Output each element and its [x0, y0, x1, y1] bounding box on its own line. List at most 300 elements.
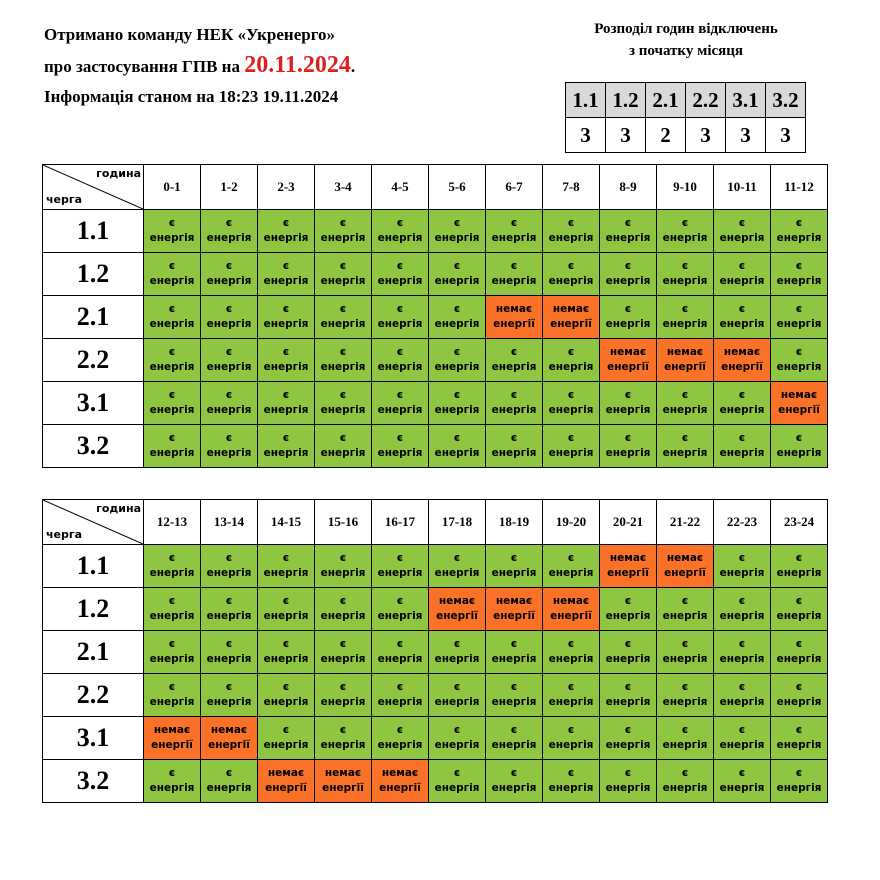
status-text: є енергія — [149, 767, 195, 794]
power-on-cell — [429, 631, 486, 674]
status-text: є енергія — [377, 389, 423, 416]
queue-label-cell: 2.2 — [43, 674, 144, 717]
power-on-cell — [258, 210, 315, 253]
status-text: є енергія — [662, 303, 708, 330]
power-on-cell — [657, 760, 714, 803]
status-text: є енергія — [662, 217, 708, 244]
hour-header: 2-3 — [258, 165, 315, 210]
power-on-cell — [600, 760, 657, 803]
status-text: є енергія — [548, 260, 594, 287]
status-text: є енергія — [491, 552, 537, 579]
power-on-cell — [315, 253, 372, 296]
status-text: є енергія — [206, 681, 252, 708]
status-text: є енергія — [434, 681, 480, 708]
status-text: є енергія — [719, 432, 765, 459]
power-on-cell — [372, 631, 429, 674]
header-line-1: Отримано команду НЕК «Укренерго» — [44, 25, 336, 44]
power-on-cell — [714, 425, 771, 468]
power-on-cell — [543, 210, 600, 253]
schedule-table-evening — [42, 499, 828, 803]
power-off-cell — [771, 382, 828, 425]
power-on-cell — [543, 425, 600, 468]
status-text: є енергія — [605, 389, 651, 416]
status-text: є енергія — [605, 724, 651, 751]
status-text: є енергія — [320, 389, 366, 416]
status-text: є енергія — [263, 260, 309, 287]
announcement-header — [44, 20, 564, 112]
status-text: є енергія — [149, 681, 195, 708]
status-text: є енергія — [719, 217, 765, 244]
status-text: є енергія — [434, 260, 480, 287]
power-on-cell — [144, 760, 201, 803]
power-off-cell — [486, 588, 543, 631]
power-on-cell — [201, 296, 258, 339]
status-text: є енергія — [491, 638, 537, 665]
status-text: є енергія — [206, 595, 252, 622]
power-on-cell — [144, 210, 201, 253]
power-on-cell — [429, 296, 486, 339]
status-text: є енергія — [263, 595, 309, 622]
power-on-cell — [372, 545, 429, 588]
power-on-cell — [543, 674, 600, 717]
power-on-cell — [315, 210, 372, 253]
status-text: немає енергії — [436, 595, 478, 622]
status-text: немає енергії — [493, 595, 535, 622]
power-on-cell — [315, 382, 372, 425]
power-on-cell — [771, 296, 828, 339]
queue-row — [43, 339, 828, 382]
power-on-cell — [315, 296, 372, 339]
hour-header: 7-8 — [543, 165, 600, 210]
status-text: є енергія — [662, 767, 708, 794]
status-text: є енергія — [149, 432, 195, 459]
power-on-cell — [258, 296, 315, 339]
hour-header: 23-24 — [771, 500, 828, 545]
status-text: є енергія — [206, 552, 252, 579]
power-on-cell — [543, 382, 600, 425]
power-on-cell — [657, 631, 714, 674]
hour-header: 19-20 — [543, 500, 600, 545]
status-text: є енергія — [263, 432, 309, 459]
power-on-cell — [315, 631, 372, 674]
power-on-cell — [486, 210, 543, 253]
power-off-cell — [543, 296, 600, 339]
power-on-cell — [372, 717, 429, 760]
status-text: є енергія — [434, 217, 480, 244]
power-on-cell — [657, 717, 714, 760]
power-on-cell — [258, 253, 315, 296]
status-text: є енергія — [263, 552, 309, 579]
summary-queue-row — [566, 83, 806, 118]
status-text: є енергія — [662, 260, 708, 287]
status-text: є енергія — [320, 638, 366, 665]
schedule-table-morning — [42, 164, 828, 468]
queue-label-cell: 2.1 — [43, 296, 144, 339]
summary-queue-cell: 2.1 — [646, 83, 686, 118]
power-on-cell — [600, 425, 657, 468]
status-text: є енергія — [377, 681, 423, 708]
power-on-cell — [258, 588, 315, 631]
power-on-cell — [714, 253, 771, 296]
status-text: є енергія — [491, 767, 537, 794]
hour-header: 1-2 — [201, 165, 258, 210]
power-on-cell — [201, 339, 258, 382]
power-on-cell — [771, 760, 828, 803]
power-on-cell — [372, 425, 429, 468]
power-on-cell — [771, 674, 828, 717]
hour-header: 21-22 — [657, 500, 714, 545]
status-text: є енергія — [605, 260, 651, 287]
queue-row — [43, 210, 828, 253]
status-text: є енергія — [605, 303, 651, 330]
power-on-cell — [600, 253, 657, 296]
status-text: є енергія — [149, 346, 195, 373]
hour-header: 10-11 — [714, 165, 771, 210]
status-text: немає енергії — [778, 389, 820, 416]
power-on-cell — [543, 631, 600, 674]
power-on-cell — [429, 382, 486, 425]
status-text: є енергія — [719, 552, 765, 579]
power-on-cell — [429, 760, 486, 803]
status-text: немає енергії — [550, 595, 592, 622]
status-text: є енергія — [320, 217, 366, 244]
status-text: є енергія — [776, 217, 822, 244]
power-on-cell — [372, 674, 429, 717]
status-text: є енергія — [605, 595, 651, 622]
status-text: є енергія — [377, 638, 423, 665]
power-on-cell — [486, 631, 543, 674]
status-text: є енергія — [320, 432, 366, 459]
status-text: є енергія — [434, 389, 480, 416]
power-on-cell — [714, 296, 771, 339]
power-on-cell — [657, 253, 714, 296]
power-on-cell — [486, 545, 543, 588]
power-on-cell — [714, 588, 771, 631]
status-text: є енергія — [548, 346, 594, 373]
power-on-cell — [657, 674, 714, 717]
power-on-cell — [258, 425, 315, 468]
power-on-cell — [771, 210, 828, 253]
status-text: є енергія — [149, 638, 195, 665]
hour-header: 20-21 — [600, 500, 657, 545]
power-on-cell — [429, 253, 486, 296]
summary-title-line-1: Розподіл годин відключень — [594, 21, 778, 37]
status-text: є енергія — [149, 552, 195, 579]
queue-label: черга — [46, 528, 83, 541]
power-on-cell — [429, 674, 486, 717]
power-on-cell — [486, 760, 543, 803]
power-on-cell — [201, 210, 258, 253]
status-text: є енергія — [776, 681, 822, 708]
hour-header: 14-15 — [258, 500, 315, 545]
status-text: є енергія — [719, 303, 765, 330]
power-on-cell — [714, 631, 771, 674]
status-text: є енергія — [548, 681, 594, 708]
status-text: є енергія — [206, 432, 252, 459]
hour-header: 8-9 — [600, 165, 657, 210]
status-text: є енергія — [149, 389, 195, 416]
power-off-cell — [429, 588, 486, 631]
status-text: є енергія — [776, 303, 822, 330]
power-on-cell — [315, 545, 372, 588]
outage-date: 20.11.2024 — [244, 52, 351, 78]
status-text: є енергія — [776, 724, 822, 751]
power-on-cell — [144, 631, 201, 674]
status-text: є енергія — [491, 346, 537, 373]
status-text: є енергія — [149, 303, 195, 330]
status-text: є енергія — [548, 638, 594, 665]
summary-queue-cell: 1.2 — [606, 83, 646, 118]
power-on-cell — [486, 717, 543, 760]
status-text: є енергія — [719, 681, 765, 708]
power-on-cell — [486, 425, 543, 468]
power-on-cell — [144, 588, 201, 631]
power-on-cell — [771, 717, 828, 760]
power-on-cell — [429, 425, 486, 468]
power-on-cell — [714, 545, 771, 588]
summary-title-line-2: з початку місяця — [628, 43, 744, 59]
power-on-cell — [714, 382, 771, 425]
power-on-cell — [657, 588, 714, 631]
status-text: є енергія — [662, 389, 708, 416]
queue-row — [43, 425, 828, 468]
header-line-2-suffix: . — [350, 57, 356, 76]
status-text: є енергія — [491, 217, 537, 244]
status-text: є енергія — [605, 638, 651, 665]
status-text: є енергія — [491, 432, 537, 459]
power-on-cell — [258, 382, 315, 425]
queue-row — [43, 296, 828, 339]
status-text: є енергія — [434, 346, 480, 373]
hour-header: 3-4 — [315, 165, 372, 210]
status-text: є енергія — [320, 724, 366, 751]
power-on-cell — [144, 253, 201, 296]
status-text: є енергія — [605, 432, 651, 459]
header-line-2 — [44, 50, 564, 82]
status-text: є енергія — [719, 260, 765, 287]
power-on-cell — [600, 588, 657, 631]
power-on-cell — [486, 382, 543, 425]
status-text: є енергія — [206, 389, 252, 416]
status-text: є енергія — [434, 767, 480, 794]
hour-header: 22-23 — [714, 500, 771, 545]
status-text: є енергія — [377, 724, 423, 751]
status-text: є енергія — [491, 681, 537, 708]
power-on-cell — [201, 382, 258, 425]
status-text: є енергія — [206, 346, 252, 373]
power-on-cell — [144, 425, 201, 468]
power-on-cell — [372, 253, 429, 296]
status-text: є енергія — [548, 767, 594, 794]
queue-label-cell: 3.2 — [43, 425, 144, 468]
status-text: є енергія — [434, 552, 480, 579]
status-text: є енергія — [377, 432, 423, 459]
status-text: є енергія — [776, 260, 822, 287]
queue-row — [43, 631, 828, 674]
power-on-cell — [486, 674, 543, 717]
power-on-cell — [771, 339, 828, 382]
status-text: є енергія — [605, 217, 651, 244]
queue-label-cell: 2.2 — [43, 339, 144, 382]
hour-header: 18-19 — [486, 500, 543, 545]
status-text: є енергія — [548, 724, 594, 751]
hour-label: година — [96, 167, 141, 180]
power-on-cell — [714, 717, 771, 760]
power-on-cell — [201, 588, 258, 631]
status-text: є енергія — [662, 724, 708, 751]
queue-row — [43, 588, 828, 631]
power-off-cell — [600, 545, 657, 588]
power-on-cell — [315, 588, 372, 631]
status-text: є енергія — [320, 260, 366, 287]
power-on-cell — [486, 253, 543, 296]
queue-row — [43, 382, 828, 425]
power-on-cell — [771, 545, 828, 588]
queue-row — [43, 674, 828, 717]
status-text: є енергія — [263, 389, 309, 416]
status-text: є енергія — [377, 552, 423, 579]
power-on-cell — [714, 674, 771, 717]
power-on-cell — [372, 210, 429, 253]
status-text: є енергія — [548, 432, 594, 459]
status-text: немає енергії — [664, 552, 706, 579]
status-text: є енергія — [149, 260, 195, 287]
power-off-cell — [258, 760, 315, 803]
schedule-header-row — [43, 500, 828, 545]
queue-row — [43, 545, 828, 588]
status-text: немає енергії — [208, 724, 250, 751]
hour-header: 6-7 — [486, 165, 543, 210]
status-text: є енергія — [719, 767, 765, 794]
summary-queue-cell: 1.1 — [566, 83, 606, 118]
status-text: є енергія — [662, 681, 708, 708]
status-text: є енергія — [719, 595, 765, 622]
status-text: є енергія — [605, 681, 651, 708]
hour-header: 4-5 — [372, 165, 429, 210]
status-text: немає енергії — [721, 346, 763, 373]
status-text: є енергія — [719, 389, 765, 416]
power-on-cell — [144, 545, 201, 588]
power-on-cell — [258, 717, 315, 760]
hour-label: година — [96, 502, 141, 515]
power-on-cell — [771, 588, 828, 631]
power-on-cell — [543, 760, 600, 803]
power-on-cell — [144, 674, 201, 717]
power-on-cell — [315, 425, 372, 468]
queue-row — [43, 717, 828, 760]
hour-header: 15-16 — [315, 500, 372, 545]
status-text: є енергія — [206, 217, 252, 244]
status-text: є енергія — [776, 638, 822, 665]
power-on-cell — [258, 674, 315, 717]
power-on-cell — [600, 631, 657, 674]
status-text: є енергія — [776, 346, 822, 373]
power-on-cell — [714, 760, 771, 803]
power-on-cell — [201, 631, 258, 674]
status-text: немає енергії — [265, 767, 307, 794]
status-text: є енергія — [719, 638, 765, 665]
hour-header: 17-18 — [429, 500, 486, 545]
power-off-cell — [657, 339, 714, 382]
summary-queue-cell: 3.1 — [726, 83, 766, 118]
status-text: є енергія — [662, 595, 708, 622]
power-on-cell — [201, 674, 258, 717]
status-text: є енергія — [662, 638, 708, 665]
status-text: немає енергії — [607, 346, 649, 373]
power-on-cell — [657, 210, 714, 253]
power-on-cell — [486, 339, 543, 382]
queue-label-cell: 3.1 — [43, 382, 144, 425]
status-text: немає енергії — [379, 767, 421, 794]
status-text: є енергія — [320, 552, 366, 579]
power-off-cell — [315, 760, 372, 803]
hour-header: 16-17 — [372, 500, 429, 545]
status-text: є енергія — [149, 595, 195, 622]
status-text: є енергія — [377, 346, 423, 373]
hour-header: 0-1 — [144, 165, 201, 210]
power-on-cell — [201, 545, 258, 588]
queue-label-cell: 1.2 — [43, 253, 144, 296]
status-text: є енергія — [548, 217, 594, 244]
power-on-cell — [258, 545, 315, 588]
status-text: є енергія — [206, 638, 252, 665]
power-on-cell — [144, 296, 201, 339]
status-text: є енергія — [263, 681, 309, 708]
power-on-cell — [315, 339, 372, 382]
status-text: немає енергії — [664, 346, 706, 373]
power-on-cell — [372, 339, 429, 382]
hour-header: 11-12 — [771, 165, 828, 210]
hour-header: 5-6 — [429, 165, 486, 210]
power-off-cell — [714, 339, 771, 382]
summary-queue-cell: 3.2 — [766, 83, 806, 118]
power-off-cell — [144, 717, 201, 760]
status-text: є енергія — [263, 217, 309, 244]
power-on-cell — [372, 382, 429, 425]
power-on-cell — [258, 339, 315, 382]
power-on-cell — [600, 210, 657, 253]
status-text: є енергія — [491, 260, 537, 287]
power-on-cell — [201, 425, 258, 468]
status-text: є енергія — [206, 767, 252, 794]
power-on-cell — [657, 296, 714, 339]
status-text: є енергія — [377, 303, 423, 330]
power-off-cell — [600, 339, 657, 382]
status-text: є енергія — [719, 724, 765, 751]
summary-value-cell: 3 — [566, 118, 606, 153]
summary-queue-cell: 2.2 — [686, 83, 726, 118]
hour-header: 13-14 — [201, 500, 258, 545]
queue-label-cell: 1.1 — [43, 545, 144, 588]
status-text: є енергія — [377, 217, 423, 244]
power-on-cell — [600, 296, 657, 339]
status-text: є енергія — [776, 767, 822, 794]
power-on-cell — [600, 674, 657, 717]
hour-header: 9-10 — [657, 165, 714, 210]
status-text: є енергія — [434, 638, 480, 665]
power-on-cell — [771, 631, 828, 674]
power-on-cell — [372, 588, 429, 631]
power-on-cell — [600, 382, 657, 425]
power-on-cell — [543, 339, 600, 382]
corner-header — [43, 500, 144, 545]
status-text: є енергія — [548, 552, 594, 579]
corner-header — [43, 165, 144, 210]
power-on-cell — [657, 425, 714, 468]
power-on-cell — [144, 382, 201, 425]
power-on-cell — [372, 296, 429, 339]
schedule-header-row — [43, 165, 828, 210]
